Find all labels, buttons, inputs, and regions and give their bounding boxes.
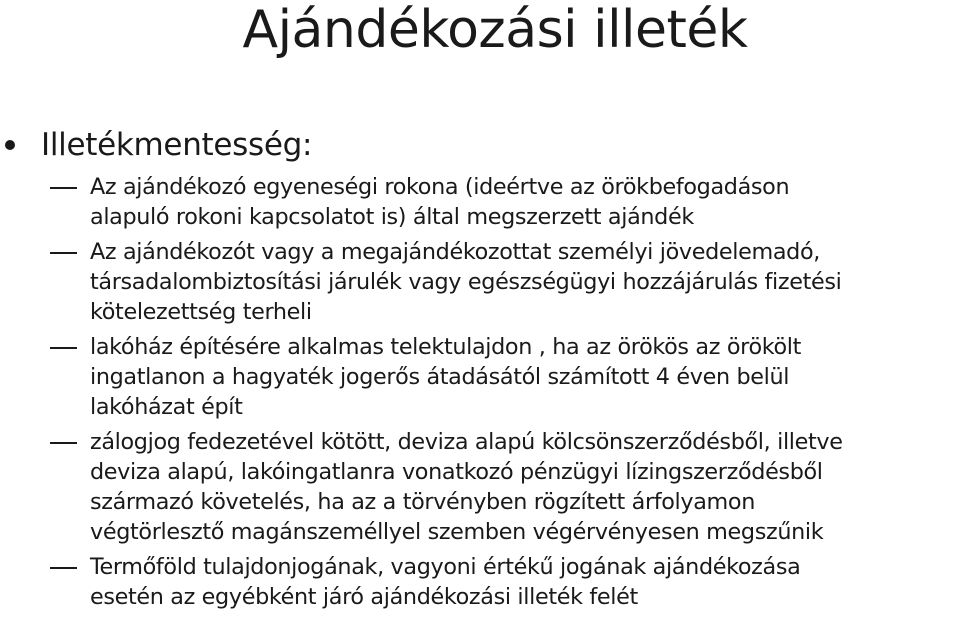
list-item-line: Az ajándékozót vagy a megajándékozottat személyi jövedelemadó,	[90, 239, 820, 265]
list-item-line: társadalombiztosítási járulék vagy egészségügyi hozzájárulás fizetési	[90, 269, 842, 295]
list-item	[0, 427, 960, 547]
list-item-line: zálogjog fedezetével kötött, deviza alapú kölcsönszerződésből, illetve	[90, 429, 843, 455]
main-bullet-text: Illetékmentesség:	[41, 127, 313, 163]
list-item-line: Az ajándékozó egyeneségi rokona (ideértve az örökbefogadáson	[90, 174, 790, 200]
bullet-dot-icon	[5, 140, 15, 150]
dash-icon	[50, 187, 77, 189]
list-item-line: Termőföld tulajdonjogának, vagyoni értékű jogának ajándékozása	[90, 554, 801, 580]
list-item-line: lakóház építésére alkalmas telektulajdon , ha az örökös az örökölt	[90, 334, 802, 360]
dash-icon	[50, 442, 77, 444]
slide-title: Ajándékozási illeték	[242, 0, 748, 60]
list-item-line: alapuló rokoni kapcsolatot is) által megszerzett ajándék	[90, 204, 694, 230]
list-item-text	[90, 332, 960, 422]
list-item	[0, 237, 960, 327]
list-item	[0, 332, 960, 422]
list-item-line: deviza alapú, lakóingatlanra vonatkozó pénzügyi lízingszerződésből	[90, 459, 823, 485]
list-item-line: kötelezettség terheli	[90, 299, 312, 325]
list-item-line: származó követelés, ha az a törvényben rögzített árfolyamon	[90, 489, 756, 515]
list-item-text	[90, 172, 960, 232]
sub-bullet-list	[0, 172, 960, 617]
dash-icon	[50, 567, 77, 569]
dash-icon	[50, 252, 77, 254]
list-item	[0, 552, 960, 612]
list-item-text	[90, 552, 960, 612]
list-item-line: végtörlesztő magánszeméllyel szemben végérvényesen megszűnik	[90, 519, 824, 545]
dash-icon	[50, 347, 77, 349]
list-item-line: ingatlanon a hagyaték jogerős átadásától számított 4 éven belül	[90, 364, 790, 390]
list-item-line: lakóházat épít	[90, 394, 243, 420]
list-item-line: esetén az egyébként járó ajándékozási illeték felét	[90, 584, 638, 610]
list-item	[0, 172, 960, 232]
main-bullet	[0, 126, 960, 166]
list-item-text	[90, 237, 960, 327]
list-item-text	[90, 427, 960, 547]
